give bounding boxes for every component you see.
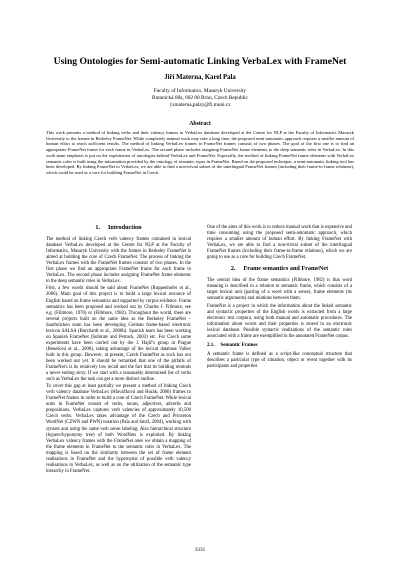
intro-paragraph: To cover this gap at least partially we present a method of linking Czech verb valency database VerbaLex (Hlaváčková and Horák, 2006) frames to FrameNet frames in order to build a core of Czech FrameNet. While lexical units in FrameNet consist of verbs, nouns, adjectives, adverbs and prepositions, VerbaLex captures verb valencies of approximately 10,500 Czech verbs. VerbaLex takes advantage of the Czech and Princeton WordNet (CZWN and PWN) notation (Pala and Smrž, 2004), working with synsets and using the same verb sense labeling. Also hierarchical structure (hypero/hyponymy tree) of both WordNets is exploited. By linking VerbaLex valency frames with the FrameNet ones we obtain a mapping of the frame elements in FrameNet to the semantic roles in VerbaLex. The mapping is based on the similarity between the set of frame element realisations in FrameNet and the hypernyms of possible verb valency realisations in VerbaLex, as well as on the utilization of the semantic type hierarchy in FrameNet. <box>46 384 191 474</box>
section-title: Introduction <box>108 224 142 231</box>
subsection-heading-semantic-frames <box>207 343 352 349</box>
section-heading-introduction <box>46 225 191 231</box>
section-title: Frame semantics and FrameNet <box>243 265 329 273</box>
section-heading-frame-semantics <box>207 266 352 272</box>
paper-authors: Jiří Materna, Karel Pala <box>164 74 236 81</box>
paper-title: Using Ontologies for Semi-automatic Linking VerbaLex with FrameNet <box>53 56 347 67</box>
page-number: 3331 <box>194 547 206 553</box>
left-column <box>46 225 191 476</box>
affiliation-line: Faculty of Informatics, Masaryk University <box>153 88 247 94</box>
paper-affiliation <box>0 88 400 109</box>
subsection-title: Semantic Frames <box>220 342 258 348</box>
abstract-text: This work presents a method of linking verbs and their valency frames in VerbaLex database developed at the Centre for NLP at the Faculty of Informatics Masaryk University to the frames in Berkeley FrameNet. While completely manual work may take a long time, the proposed semi-automatic approach requires a smaller amount of human effort to reach sufficient results. The method of linking VerbaLex frames to FrameNet frames consists of two phases. The goal of the first one is to find an appropriate FrameNet frame for each frame in VerbaLex. The second phase includes assigning FrameNet frame elements to the deep semantic roles in VerbaLex. In this work main emphasis is put on the exploitation of ontologies behind VerbaLex and FrameNet. Especially, the method of linking FrameNet frame elements with VerbaLex semantic roles is built using the information provided by the ontology of semantic types in FrameNet. Based on the proposed technique, a semi-automatic linking tool has been developed. By linking FrameNet to VerbaLex, we are able to find a non-trivial subset of the interlingual FrameNet frames (including their frame-to-frame relations), which could be used as a core for building FrameNet in Czech. <box>46 130 354 175</box>
subsection-number: 2.1. <box>207 342 215 348</box>
subsection-paragraph: A semantic frame is defined as a script-like conceptual structure that describes a particular type of situation, object or event together with its participants and properties <box>207 351 352 369</box>
intro-paragraph: The method of linking Czech verb valency frames contained in lexical database VerbaLex developed at the Centre for NLP at the Faculty of Informatics, Masaryk University with the frames in Berkeley FrameNet is aimed at building the core of Czech FrameNet. The process of linking the VerbaLex frames with the FrameNet frames consists of two phases. In the first phase we find an appropriate FrameNet frame for each frame in VerbaLex. The second phase includes assigning FrameNet frame elements to the deep semantic roles in VerbaLex. <box>46 237 191 285</box>
affiliation-email: {xmaterna,pala}@fi.muni.cz <box>169 102 231 108</box>
section-number: 1. <box>95 224 101 231</box>
intro-paragraph: First, a few words should be said about FrameNet (Ruppenhofer et al., 2006). Main goal of this project is to build a large lexical resource of English based on frame semantics and supported by corpus evidence. Frame semantics has been proposed and worked out by Charles J. Fillmore, see e.g. (Fillmore, 1976) or (Fillmore, 1982). Throughout the world, there are several projects built on the same idea as the Berkeley FrameNet – Saarbrücken team has been developing German frame-based electronic lexicon SALSA (Burchardt et al., 2006b). Spanish team has been working on Spanish FrameNet (Subirats and Petruck, 2003) etc. For Czech some experiments have been carried out by the J. Hajič's group in Prague (Benešová et al., 2008), taking advantage of the lexical database Vallex built in this group. However, at present, Czech FrameNet as such has not been worked out yet. It should be remarked that one of the pitfalls of FrameNet's is its relatively low recall and the fact that its building reminds a never ending story. If we start with a reasonably determined list of verbs such as VerbaLex the task can get a more distinct outline. <box>46 286 191 383</box>
right-column <box>207 225 352 371</box>
section2-paragraph: The central idea of the frame semantics (Fillmore, 1982) is that word meaning is described in a relation to semantic frame, which consists of a target lexical unit (pairing of a word with a sense), frame elements (its semantic arguments) and relations between them. <box>207 278 352 302</box>
affiliation-line: Botanická 68a, 602 00 Brno, Czech Republic <box>152 95 248 101</box>
section-number: 2. <box>230 265 236 273</box>
intro-paragraph: One of the aims of this work is to reduce manual work that is expensive and time consuming using the proposed semi-automatic approach, which requires a smaller amount of human effort. By linking FrameNet with VerbaLex, we are able to find a non-trivial subset of the interlingual FrameNet frames (including their frame-to-frame relations), which we are going to use as a core for building Czech FrameNet. <box>207 225 352 261</box>
section2-paragraph: FrameNet is a project in which the information about the linked semantic and syntactic properties of the English words is extracted from a large electronic text corpora, using both manual and automatic procedures. The information about words and their properties is stored in an electronic lexical database. Possible syntactic realizations of the semantic roles associated with a frame are exemplified in the annotated FrameNet corpus. <box>207 303 352 339</box>
abstract-heading: Abstract <box>189 121 211 127</box>
